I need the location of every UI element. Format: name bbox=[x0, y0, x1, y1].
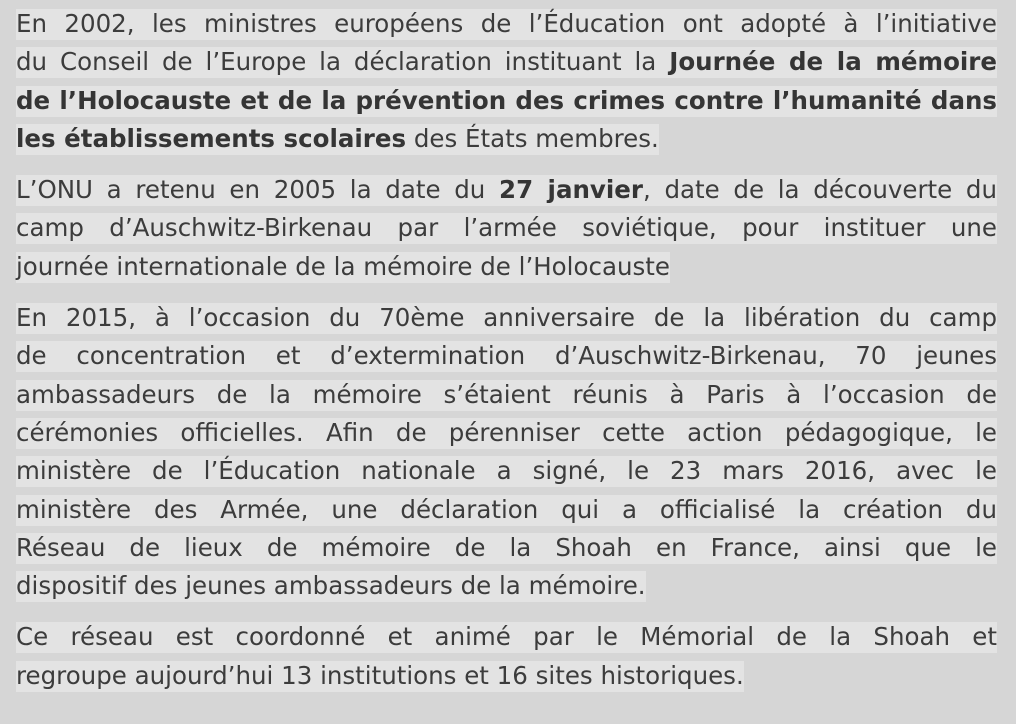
text-run: ministère des Armée, une déclaration qui a officialisé la création du bbox=[16, 494, 997, 524]
paragraph-3 bbox=[16, 299, 997, 605]
text-run: cérémonies officielles. Afin de pérenniser cette action pédagogique, le bbox=[16, 417, 997, 447]
paragraph-1 bbox=[16, 5, 997, 158]
text-line bbox=[16, 171, 997, 209]
bold-text-run: Journée de la mémoire bbox=[669, 47, 997, 77]
text-line bbox=[16, 376, 997, 414]
text-line bbox=[16, 209, 997, 247]
text-line bbox=[16, 82, 997, 120]
text-line bbox=[16, 5, 997, 43]
text-line bbox=[16, 248, 997, 286]
text-line bbox=[16, 452, 997, 490]
text-run: ambassadeurs de la mémoire s’étaient réunis à Paris à l’occasion de bbox=[16, 379, 997, 409]
text-line bbox=[16, 618, 997, 656]
text-line bbox=[16, 337, 997, 375]
text-run: Ce réseau est coordonné et animé par le Mémorial de la Shoah et bbox=[16, 622, 997, 652]
text-run: dispositif des jeunes ambassadeurs de la mémoire. bbox=[16, 571, 646, 601]
text-run: journée internationale de la mémoire de l’Holocauste bbox=[16, 251, 670, 281]
text-line bbox=[16, 529, 997, 567]
text-line bbox=[16, 567, 997, 605]
text-line bbox=[16, 43, 997, 81]
text-line bbox=[16, 657, 997, 695]
text-line bbox=[16, 414, 997, 452]
text-run: regroupe aujourd’hui 13 institutions et 16 sites historiques. bbox=[16, 660, 744, 690]
bold-text-run: les établissements scolaires bbox=[16, 123, 407, 153]
text-run: de concentration et d’extermination d’Auschwitz-Birkenau, 70 jeunes bbox=[16, 341, 997, 371]
text-line bbox=[16, 491, 997, 529]
paragraph-4 bbox=[16, 618, 997, 695]
bold-text-run: de l’Holocauste et de la prévention des crimes contre l’humanité dans bbox=[16, 85, 997, 115]
text-run: du Conseil de l’Europe la déclaration instituant la bbox=[16, 47, 670, 77]
text-run: ministère de l’Éducation nationale a signé, le 23 mars 2016, avec le bbox=[16, 456, 997, 486]
bold-text-run: 27 janvier bbox=[499, 175, 643, 205]
paragraph-2 bbox=[16, 171, 997, 286]
text-run: , date de la découverte du bbox=[643, 175, 997, 205]
text-run: des États membres. bbox=[406, 123, 659, 153]
text-line bbox=[16, 120, 997, 158]
text-line bbox=[16, 299, 997, 337]
text-run: En 2002, les ministres européens de l’Éducation ont adopté à l’initiative bbox=[16, 9, 997, 38]
text-run: Réseau de lieux de mémoire de la Shoah en France, ainsi que le bbox=[16, 532, 997, 562]
text-run: camp d’Auschwitz-Birkenau par l’armée soviétique, pour instituer une bbox=[16, 213, 997, 243]
text-run: En 2015, à l’occasion du 70ème anniversaire de la libération du camp bbox=[16, 303, 997, 333]
text-run: L’ONU a retenu en 2005 la date du bbox=[16, 175, 500, 205]
